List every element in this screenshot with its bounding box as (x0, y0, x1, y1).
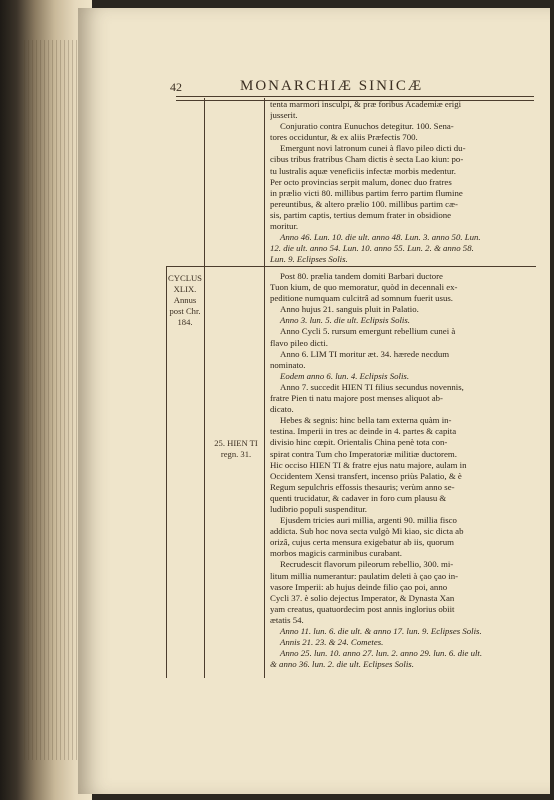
text-line: Anno 7. succedit HIEN TI filius secundus novennis, (280, 381, 464, 392)
text-line: testina. Imperii in tres ac deinde in 4. partes & capita (270, 426, 457, 437)
text-line: Anno 11. lun. 6. die ult. & anno 17. lun. 9. Eclipses Solis. (280, 626, 482, 636)
text-line: Anno Cycli 5. rursum emergunt rebellium cunei à (280, 326, 456, 337)
text-line: divisio hinc cœpit. Orientalis China penè tota con- (270, 437, 448, 448)
text-line: Anno 6. LIM TI moritur æt. 34. hærede necdum (280, 348, 450, 359)
text-line: quenti trucidatur, & cadaver in foro cum plausu & (270, 492, 447, 503)
text-line: nominato. (270, 359, 306, 370)
text-line: Regum sepulchris effossis thesauris; verùm anno se- (270, 481, 455, 492)
cycle-label (166, 273, 204, 328)
text-block-top (270, 99, 532, 265)
text-line: Anno 3. lun. 5. die ult. Eclipsis Solis. (280, 315, 410, 326)
text-line: Hebes & segnis: hinc bella tam externa quàm in- (280, 415, 452, 426)
text-line: Tuon kium, de quo memoratur, quòd in decennali ex- (270, 282, 458, 293)
text-line: Eodem anno 6. lun. 4. Eclipsis Solis. (280, 370, 410, 381)
column-rule-left (204, 98, 205, 678)
emperor-label (208, 438, 264, 460)
text-line: in prælio victi 80. millibus partim ferro partim flumine (270, 187, 463, 198)
text-line: ludibrio populi suspenditur. (270, 503, 368, 514)
text-line: yam creatus, quatuordecim post annis inglorius obiit (270, 603, 455, 614)
text-line: Emergunt novi latronum cunei à flavo pileo dicti du- (280, 143, 466, 154)
cycle-label-line: XLIX. (173, 284, 197, 294)
text-line: Annis 21. 23. & 24. Cometes. (280, 637, 384, 648)
column-rule-middle (264, 98, 265, 678)
cycle-label-line: CYCLUS (168, 273, 202, 283)
text-line: Cycli 37. è solio dejectus Imperator, & Dynasta Xan (270, 592, 455, 603)
text-line: moritur. (270, 221, 299, 232)
text-line: Occidentem Xensi transfert, incenso priùs Palatio, & è (270, 470, 462, 481)
text-line: flavo pileo dicti. (270, 337, 328, 348)
text-line: Anno 25. lun. 10. anno 27. lun. 2. anno 29. lun. 6. die ult. (280, 648, 483, 659)
text-line: Ejusdem tricies auri millia, argenti 90. millia fisco (280, 515, 457, 526)
cycle-label-line: 184. (177, 317, 193, 327)
text-line: Anno 46. Lun. 10. die ult. anno 48. Lun. 3. anno 50. Lun. (280, 232, 481, 243)
cycle-label-line: Annus (173, 295, 197, 305)
text-line: addicta. Sub hoc nova secta vulgò Mi kiao, sic dicta ab (270, 526, 464, 537)
text-line: pereuntibus, & altero prælio 100. millibus partim cæ- (270, 198, 458, 209)
text-line: spirat contra Tum cho Imperatoriæ militiæ ductorem. (270, 448, 457, 459)
text-line: tenta marmori insculpi, & præ foribus Academiæ erigi (270, 99, 462, 109)
running-title: MONARCHIÆ SINICÆ (240, 78, 424, 94)
text-line: ætatis 54. (270, 614, 304, 625)
text-line: peditione numquam culcitrâ ad somnum fuerit usus. (270, 293, 453, 304)
text-line: orizâ, cujus certa mensura exigebatur ab iis, quorum (270, 537, 454, 548)
section-divider (166, 266, 536, 267)
text-line: 12. die ult. anno 54. Lun. 10. anno 55. Lun. 2. & anno 58. (270, 243, 474, 254)
text-line: fratre Pien ti natu majore post menses aliquot ab- (270, 393, 443, 404)
text-line: & anno 36. lun. 2. die ult. Eclipses Solis. (270, 659, 414, 670)
text-line: vasore Imperii: ab hujus deinde filio çao poi, anno (270, 581, 448, 592)
text-line: jusserit. (270, 110, 298, 121)
emperor-label-line: regn. 31. (220, 449, 252, 459)
page-header (170, 78, 530, 98)
text-line: Lun. 9. Eclipses Solis. (270, 254, 348, 265)
text-line: tu lustralis aquæ veneficiis infectæ morbis medentur. (270, 165, 456, 176)
page-number: 42 (170, 80, 182, 94)
text-block-bottom (270, 271, 532, 670)
text-line: litum millia numerantur: paulatim deleti à çao çao in- (270, 570, 459, 581)
text-line: morbos magicis carminibus curabant. (270, 548, 402, 559)
emperor-label-line: 25. HIEN TI (214, 438, 258, 448)
text-line: sis, partim captis, tertius demum frater in obsidione (270, 209, 452, 220)
text-line: Recrudescit flavorum pileorum rebellio, 300. mi- (280, 559, 454, 570)
text-line: Anno hujus 21. sanguis pluit in Palatio. (280, 304, 419, 315)
text-line: Hic occiso HIEN TI & fratre ejus natu majore, aulam in (270, 459, 467, 470)
text-line: dicato. (270, 404, 294, 415)
text-line: Conjuratio contra Eunuchos detegitur. 100. Sena- (280, 121, 454, 132)
text-line: tores occiduntur, & ex aliis Præfectis 700. (270, 132, 418, 143)
text-line: cibus tribus fratribus Cham dictis è secta Lao kiun: po- (270, 154, 464, 165)
cycle-label-line: post Chr. (169, 306, 201, 316)
text-line: Per octo provincias serpit malum, donec duo fratres (270, 176, 452, 187)
text-line: Post 80. prælia tandem domiti Barbari ductore (280, 271, 443, 281)
